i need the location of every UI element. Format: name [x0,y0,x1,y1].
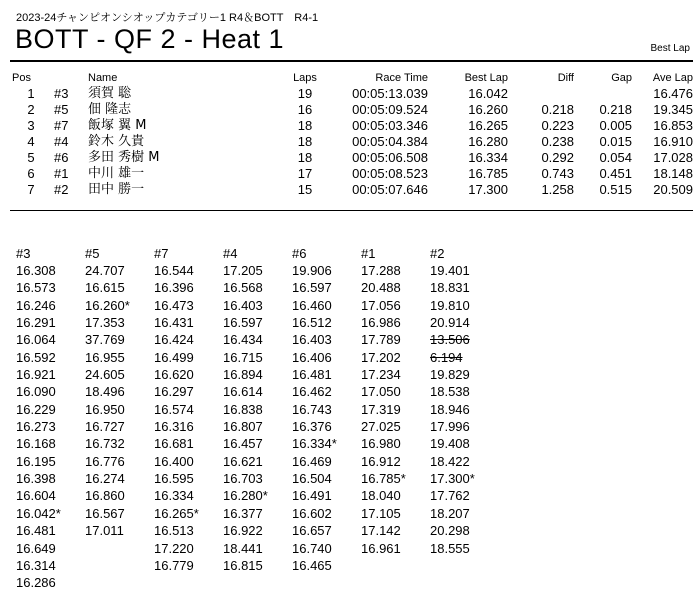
lap-time: 16.614 [223,384,263,400]
lap-time: 13.506 [430,332,470,348]
cell-race-time: 00:05:09.524 [352,102,428,117]
lap-time: 17.353 [85,315,125,331]
lap-time: 16.785* [361,471,406,487]
lap-time: 16.732 [85,436,125,452]
table-row [12,182,693,198]
cell-pos: 5 [27,150,35,165]
cell-diff: 0.238 [541,134,574,149]
results-header-row [12,71,693,86]
cell-diff: 0.743 [541,166,574,181]
cell-best-lap: 16.265 [468,118,508,133]
cell-ave-lap: 16.910 [653,134,693,149]
lap-time: 16.597 [223,315,263,331]
lap-time: 16.280* [223,488,268,504]
lap-time: 16.376 [292,419,332,435]
lap-time: 27.025 [361,419,401,435]
lap-time: 18.422 [430,453,470,469]
cell-gap: 0.054 [599,150,632,165]
table-row [12,102,693,118]
lap-time: 16.860 [85,488,125,504]
lap-time: 20.298 [430,523,470,539]
lap-time: 16.286 [16,575,56,591]
lap-time: 16.573 [16,280,56,296]
lap-time: 16.457 [223,436,263,452]
cell-laps: 18 [297,134,313,149]
cell-diff: 0.223 [541,118,574,133]
lap-time: 17.762 [430,488,470,504]
lap-time: 16.229 [16,401,56,417]
cell-laps: 17 [297,166,313,181]
col-laps-header: Laps [293,72,317,84]
cell-laps: 15 [297,182,313,197]
lap-time: 16.090 [16,384,56,400]
lap-time: 16.776 [85,453,125,469]
lap-time: 17.220 [154,540,194,556]
lap-time: 16.604 [16,488,56,504]
lap-time: 37.769 [85,332,125,348]
col-best-lap-header: Best Lap [464,72,508,84]
lap-time: 18.831 [430,280,470,296]
lap-time: 16.512 [292,315,332,331]
lap-time: 18.555 [430,540,470,556]
lap-time: 16.592 [16,349,56,365]
lap-time: 16.513 [154,523,194,539]
lap-time: 16.779 [154,557,194,573]
col-race-time-header: Race Time [375,72,428,84]
cell-best-lap: 17.300 [468,182,508,197]
table-row [12,86,693,102]
lap-time: 16.615 [85,280,125,296]
cell-driver-name: 飯塚 翼 M [88,118,147,133]
lap-time: 17.789 [361,332,401,348]
cell-ave-lap: 18.148 [653,166,693,181]
lap-time: 16.491 [292,488,332,504]
lap-time: 16.727 [85,419,125,435]
cell-laps: 18 [297,118,313,133]
lap-time: 16.743 [292,401,332,417]
lap-time: 16.481 [292,367,332,383]
lap-column [154,245,224,574]
lap-time: 16.308 [16,263,56,278]
lap-time: 19.906 [292,263,332,278]
cell-gap: 0.451 [599,166,632,181]
cell-diff [508,86,574,102]
lap-time: 17.205 [223,263,263,278]
table-row [12,150,693,166]
cell-best-lap: 16.785 [468,166,508,181]
cell-kart-number: #7 [54,118,69,133]
results-body [12,86,693,198]
col-kart-header [50,71,88,86]
lap-time: 16.602 [292,505,332,521]
lap-time: 16.168 [16,436,56,452]
lap-time: 16.955 [85,349,125,365]
cell-driver-name: 多田 秀樹 M [88,150,160,165]
lap-time: 16.473 [154,297,194,313]
col-pos-header: Pos [12,72,31,84]
col-ave-lap-header: Ave Lap [652,72,693,84]
lap-time: 18.946 [430,401,470,417]
lap-time: 16.403 [292,332,332,348]
lap-time: 19.408 [430,436,470,452]
lap-time: 18.496 [85,384,125,400]
lap-time: 16.595 [154,471,194,487]
results-table [12,71,693,198]
cell-gap: 0.015 [599,134,632,149]
cell-pos: 3 [27,118,35,133]
lap-time: 16.681 [154,436,194,452]
lap-time: 19.829 [430,367,470,383]
lap-time: 16.465 [292,557,332,573]
col-diff-header: Diff [557,72,574,84]
cell-driver-name: 田中 勝一 [88,182,145,197]
lap-time: 17.105 [361,505,401,521]
cell-kart-number: #6 [54,150,69,165]
table-row [12,118,693,134]
lap-time: 16.314 [16,557,56,573]
cell-best-lap: 16.334 [468,150,508,165]
cell-driver-name: 中川 雄一 [88,166,145,181]
lap-time: 16.064 [16,332,56,348]
lap-column-kart: #7 [154,246,169,261]
lap-time: 16.334 [154,488,194,504]
cell-kart-number: #5 [54,102,69,117]
cell-gap: 0.515 [599,182,632,197]
lap-time: 16.273 [16,419,56,435]
lap-column [16,245,86,592]
lap-time: 16.316 [154,419,194,435]
lap-time: 16.481 [16,523,56,539]
cell-driver-name: 鈴木 久貴 [88,134,145,149]
cell-best-lap: 16.280 [468,134,508,149]
lap-time: 16.568 [223,280,263,296]
cell-ave-lap: 17.028 [653,150,693,165]
cell-pos: 6 [27,166,35,181]
cell-race-time: 00:05:07.646 [352,182,428,197]
lap-time: 16.195 [16,453,56,469]
lap-time: 16.921 [16,367,56,383]
lap-time: 18.538 [430,384,470,400]
lap-time: 16.274 [85,471,125,487]
lap-time: 17.142 [361,523,401,539]
lap-time: 16.657 [292,523,332,539]
lap-time: 16.980 [361,436,401,452]
lap-time: 16.912 [361,453,401,469]
lap-time: 16.291 [16,315,56,331]
cell-best-lap: 16.260 [468,102,508,117]
lap-time: 16.499 [154,349,194,365]
lap-time: 16.961 [361,540,401,556]
cell-ave-lap: 20.509 [653,182,693,197]
lap-time: 16.740 [292,540,332,556]
lap-time: 16.460 [292,297,332,313]
cell-pos: 4 [27,134,35,149]
lap-time: 17.011 [85,523,124,539]
cell-laps: 18 [297,150,313,165]
cell-pos: 2 [27,102,35,117]
lap-time: 16.597 [292,280,332,296]
lap-time: 16.377 [223,505,263,521]
lap-time: 17.996 [430,419,470,435]
lap-time: 16.838 [223,401,263,417]
lap-time: 16.297 [154,384,194,400]
cell-kart-number: #4 [54,134,69,149]
cell-diff: 0.218 [541,102,574,117]
cell-driver-name: 佃 隆志 [88,102,132,117]
lap-time: 16.462 [292,384,332,400]
lap-time: 17.300* [430,471,475,487]
lap-time: 16.894 [223,367,263,383]
cell-race-time: 00:05:04.384 [352,134,428,149]
lap-time: 16.424 [154,332,194,348]
lap-column [292,245,362,574]
lap-time: 16.620 [154,367,194,383]
lap-time: 16.504 [292,471,332,487]
col-name-header: Name [88,72,118,84]
results-rule [10,210,693,211]
lap-time: 16.986 [361,315,401,331]
cell-laps: 16 [297,102,313,117]
report-subtitle: 2023-24チャンピオンシオップカテゴリー1 R4＆BOTT R4-1 [16,12,319,24]
lap-time: 19.810 [430,297,470,313]
lap-time: 17.050 [361,384,401,400]
lap-column-kart: #3 [16,246,31,261]
lap-time: 16.649 [16,540,56,556]
cell-laps: 19 [297,86,313,101]
lap-time: 16.406 [292,349,332,365]
lap-time: 16.398 [16,471,56,487]
lap-column [361,245,431,557]
table-row [12,134,693,150]
cell-gap [574,86,632,102]
cell-diff: 1.258 [541,182,574,197]
lap-time: 17.202 [361,349,401,365]
lap-time: 24.605 [85,367,125,383]
lap-time: 16.469 [292,453,332,469]
lap-time: 16.334* [292,436,337,452]
lap-time: 16.703 [223,471,263,487]
lap-time: 18.207 [430,505,470,521]
cell-race-time: 00:05:08.523 [352,166,428,181]
lap-time: 24.707 [85,263,125,278]
cell-ave-lap: 19.345 [653,102,693,117]
cell-kart-number: #2 [54,182,69,197]
lap-time: 16.621 [223,453,263,469]
lap-time: 16.544 [154,263,194,278]
lap-time: 16.922 [223,523,263,539]
lap-time: 20.914 [430,315,470,331]
table-row [12,166,693,182]
cell-kart-number: #3 [54,86,69,101]
lap-time: 16.246 [16,297,56,313]
lap-time: 16.403 [223,297,263,313]
lap-time: 17.056 [361,297,401,313]
lap-column [430,245,500,557]
lap-time: 16.950 [85,401,125,417]
lap-time: 16.807 [223,419,263,435]
cell-pos: 7 [27,182,35,197]
title-rule [10,60,693,62]
cell-gap: 0.005 [599,118,632,133]
lap-time: 18.040 [361,488,401,504]
cell-gap: 0.218 [599,102,632,117]
lap-time: 16.567 [85,505,125,521]
cell-ave-lap: 16.853 [653,118,693,133]
cell-driver-name: 須賀 聡 [88,86,132,101]
cell-pos: 1 [27,86,35,101]
cell-ave-lap: 16.476 [653,86,693,101]
lap-time: 18.441 [223,540,263,556]
lap-time: 17.319 [361,401,401,417]
lap-time: 17.234 [361,367,401,383]
cell-kart-number: #1 [54,166,69,181]
lap-column-kart: #5 [85,246,100,261]
cell-race-time: 00:05:03.346 [352,118,428,133]
lap-time: 16.434 [223,332,263,348]
lap-time: 16.574 [154,401,194,417]
lap-column-kart: #2 [430,246,445,261]
lap-time: 20.488 [361,280,401,296]
lap-time: 19.401 [430,263,470,278]
lap-time: 16.260* [85,297,130,313]
best-lap-label: Best Lap [650,43,690,54]
lap-time: 16.265* [154,505,199,521]
lap-time: 16.400 [154,453,194,469]
lap-time: 16.715 [223,349,263,365]
lap-column [223,245,293,574]
cell-race-time: 00:05:06.508 [352,150,428,165]
report-title: BOTT - QF 2 - Heat 1 [15,24,285,54]
lap-time: 16.431 [154,315,194,331]
lap-time: 16.042* [16,505,61,521]
cell-race-time: 00:05:13.039 [352,86,428,101]
lap-column-kart: #6 [292,246,307,261]
lap-column-kart: #1 [361,246,376,261]
lap-column [85,245,155,540]
cell-best-lap: 16.042 [468,86,508,101]
col-gap-header: Gap [611,72,632,84]
cell-diff: 0.292 [541,150,574,165]
lap-time: 16.396 [154,280,194,296]
lap-time: 16.815 [223,557,263,573]
lap-time: 17.288 [361,263,401,278]
lap-column-kart: #4 [223,246,238,261]
lap-time: 6.194 [430,349,463,365]
